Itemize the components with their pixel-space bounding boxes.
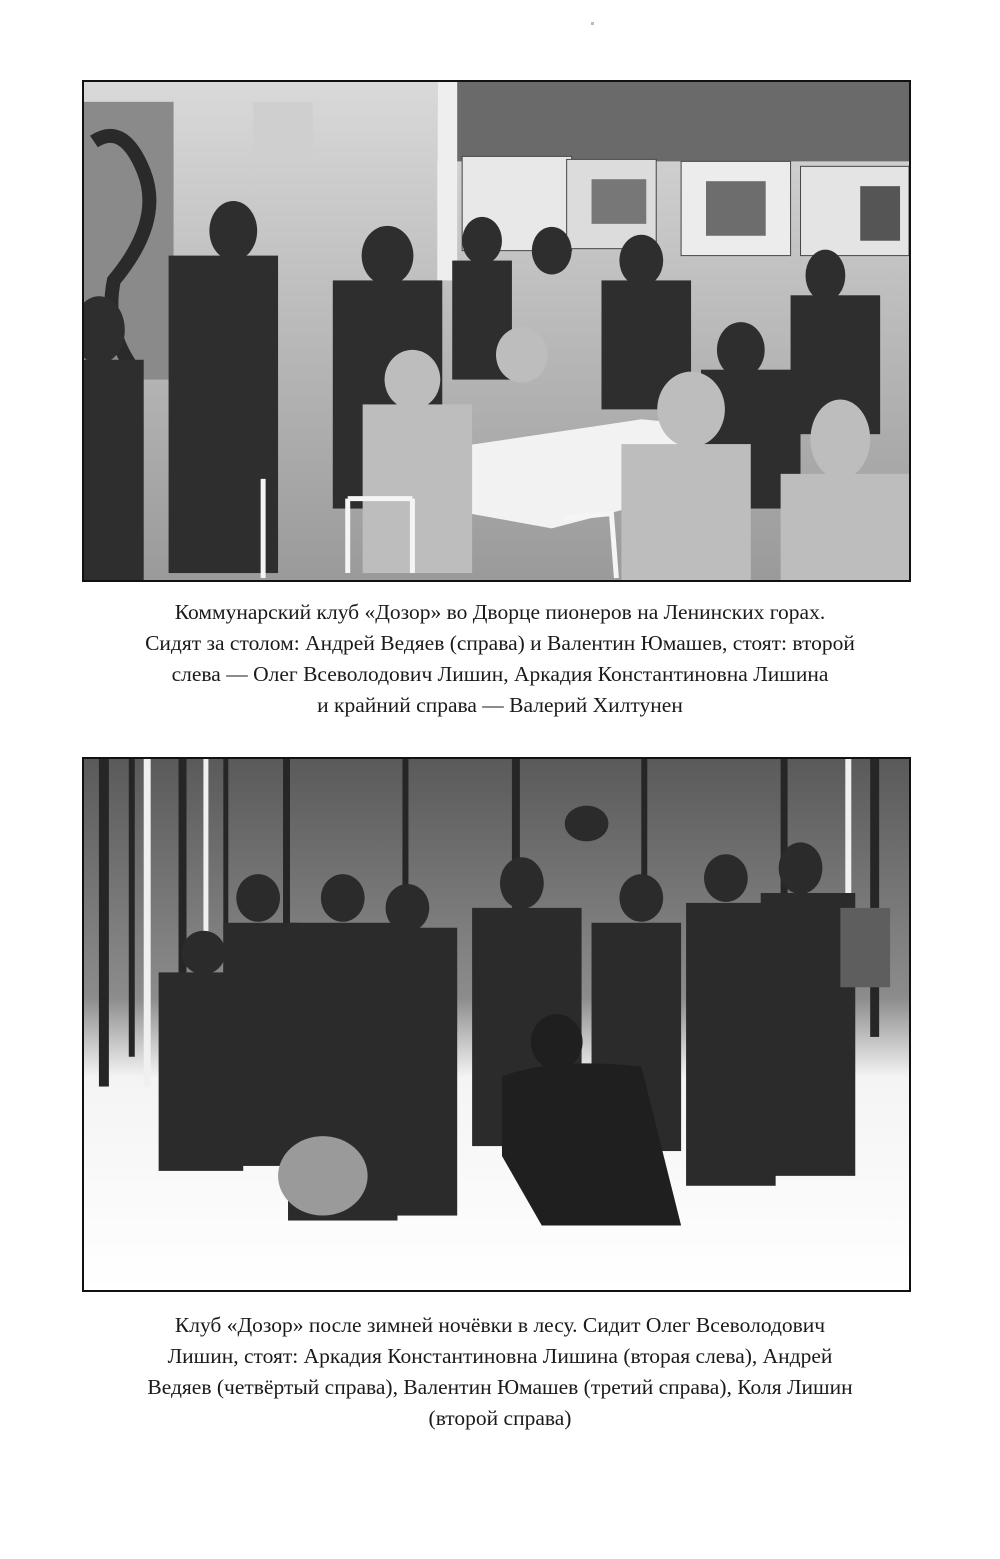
photo-club-meeting-image [84, 82, 909, 580]
photo-winter-forest [82, 757, 911, 1292]
caption-line: слева — Олег Всеволодович Лишин, Аркадия Константиновна Лишина [171, 662, 829, 686]
caption-club-meeting [60, 597, 940, 721]
caption-winter-forest [60, 1310, 940, 1434]
caption-line: Коммунарский клуб «Дозор» во Дворце пионеров на Ленинских горах. [174, 600, 826, 624]
photo-winter-forest-image [84, 759, 909, 1290]
caption-line: Ведяев (четвёртый справа), Валентин Юмашев (третий справа), Коля Лишин [147, 1375, 853, 1399]
photo-club-meeting [82, 80, 911, 582]
caption-line: (второй справа) [428, 1406, 572, 1430]
caption-line: Клуб «Дозор» после зимней ночёвки в лесу. Сидит Олег Всеволодович [174, 1313, 826, 1337]
caption-line: Лишин, стоят: Аркадия Константиновна Лишина (вторая слева), Андрей [167, 1344, 833, 1368]
caption-line: и крайний справа — Валерий Хилтунен [317, 693, 683, 717]
scan-speck [591, 22, 594, 25]
caption-line: Сидят за столом: Андрей Ведяев (справа) и Валентин Юмашев, стоят: второй [145, 631, 855, 655]
